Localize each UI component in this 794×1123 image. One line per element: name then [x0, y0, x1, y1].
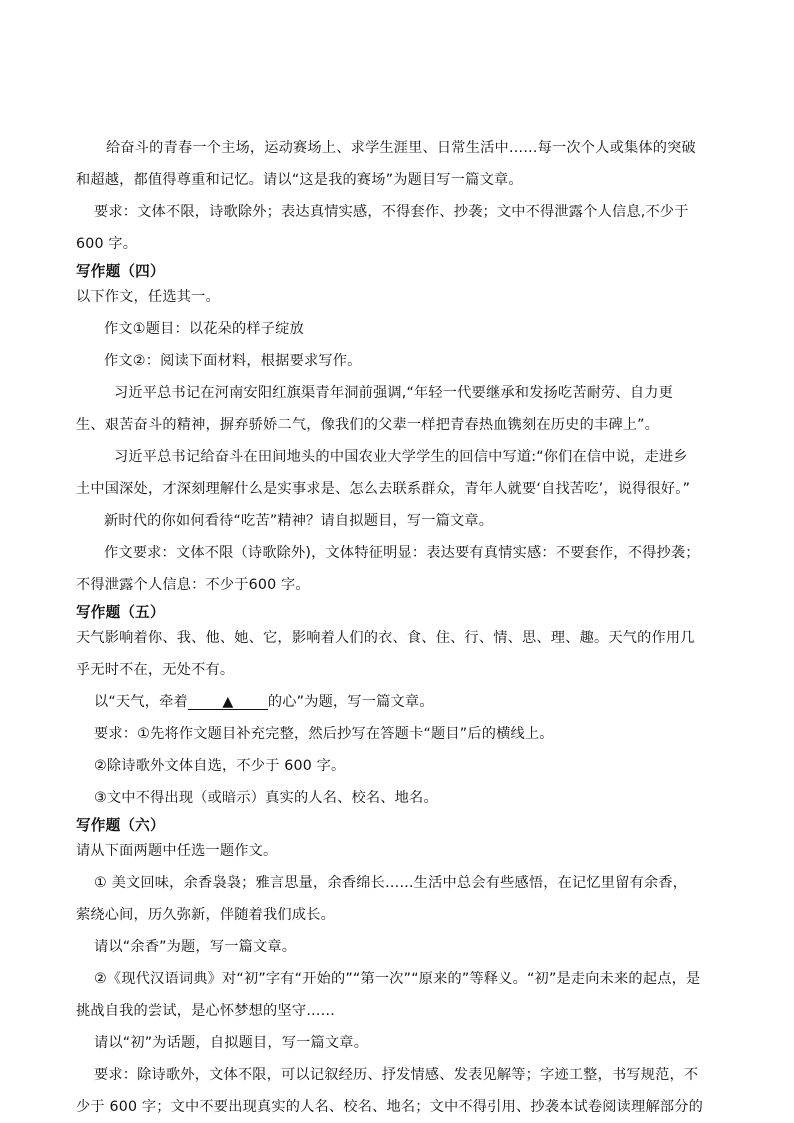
prev-requirement-line-1: 要求：文体不限，诗歌除外；表达真情实感，不得套作、抄袭；文中不得泄露个人信息,不少于: [94, 204, 689, 220]
q4-material-2-line-1: 习近平总书记给奋斗在田间地头的中国农业大学学生的回信中写道:“你们在信中说，走进乡: [114, 449, 688, 465]
q4-heading: 写作题（四）: [76, 263, 165, 280]
q5-title-blank: ▲: [188, 695, 268, 710]
q4-task: 新时代的你如何看待“吃苦”精神？请自拟题目，写一篇文章。: [104, 513, 494, 529]
prev-requirement-line-2: 600 字。: [76, 236, 138, 252]
q5-title-suffix: 的心”为题，写一篇文章。: [267, 694, 434, 710]
q5-requirement-2: ②除诗歌外文体自选，不少于 600 字。: [94, 758, 346, 774]
q6-option-1-line-1: ① 美文回味，余香袅袅；雅言思量，余香绵长……生活中总会有些感悟，在记忆里留有余香，: [94, 875, 688, 891]
q4-material-2-line-2: 土中国深处，才深刻理解什么是实事求是、怎么去联系群众，青年人就要‘自找苦吃’，说得很好。”: [76, 481, 691, 497]
q6-option-2-line-1: ②《现代汉语词典》对“初”字有“开始的”“第一次”“原来的”等释义。“初”是走向未来的起点，是: [94, 971, 701, 987]
q6-option-1-task: 请以“余香”为题，写一篇文章。: [94, 939, 297, 955]
q4-intro: 以下作文，任选其一。: [76, 289, 220, 305]
q6-option-2-task: 请以“初”为话题，自拟题目，写一篇文章。: [94, 1035, 369, 1051]
q6-intro: 请从下面两题中任选一题作文。: [76, 843, 278, 859]
q5-title-prefix: 以“天气，牵着: [94, 694, 188, 710]
q5-prompt-line-2: 乎无时不在，无处不有。: [76, 662, 235, 678]
q4-requirement-line-1: 作文要求：文体不限（诗歌除外)，文体特征明显：表达要有真情实感：不要套作，不得抄袭；: [104, 545, 700, 561]
q5-prompt-line-1: 天气影响着你、我、他、她、它，影响着人们的衣、食、住、行、情、思、理、趣。天气的作用几: [76, 630, 695, 646]
q6-requirement-line-2: 少于 600 字；文中不要出现真实的人名、校名、地名；文中不得引用、抄袭本试卷阅读理解部分的: [76, 1099, 703, 1115]
prev-prompt-line-2: 和超越，都值得尊重和记忆。请以“这是我的赛场”为题目写一篇文章。: [76, 172, 523, 188]
q6-requirement-line-1: 要求：除诗歌外，文体不限，可以记叙经历、抒发情感、发表见解等；字迹工整，书写规范，不: [94, 1067, 699, 1083]
q6-heading: 写作题（六）: [76, 817, 165, 834]
q5-title-line: [94, 693, 718, 711]
q6-option-1-line-2: 萦绕心间，历久弥新，伴随着我们成长。: [76, 907, 335, 923]
q5-requirement-1: 要求：①先将作文题目补充完整，然后抄写在答题卡“题目”后的横线上。: [94, 726, 554, 742]
q4-requirement-line-2: 不得泄露个人信息：不少于600 字。: [76, 577, 310, 593]
q4-option-2: 作文②：阅读下面材料，根据要求写作。: [104, 353, 362, 369]
q6-option-2-line-2: 挑战自我的尝试，是心怀梦想的坚守……: [76, 1003, 335, 1019]
q5-heading: 写作题（五）: [76, 604, 165, 621]
q4-option-1: 作文①题目：以花朵的样子绽放: [104, 321, 304, 337]
q4-material-1-line-2: 生、艰苦奋斗的精神，摒弃骄娇二气，像我们的父辈一样把青春热血镌刻在历史的丰碑上”。: [76, 417, 660, 433]
q4-material-1-line-1: 习近平总书记在河南安阳红旗渠青年洞前强调,“年轻一代要继承和发扬吃苦耐劳、自力更: [114, 385, 673, 401]
prev-prompt-line-1: 给奋斗的青春一个主场，运动赛场上、求学生涯里、日常生活中……每一次个人或集体的突破: [106, 140, 696, 156]
q5-requirement-3: ③文中不得出现（或暗示）真实的人名、校名、地名。: [94, 790, 438, 806]
